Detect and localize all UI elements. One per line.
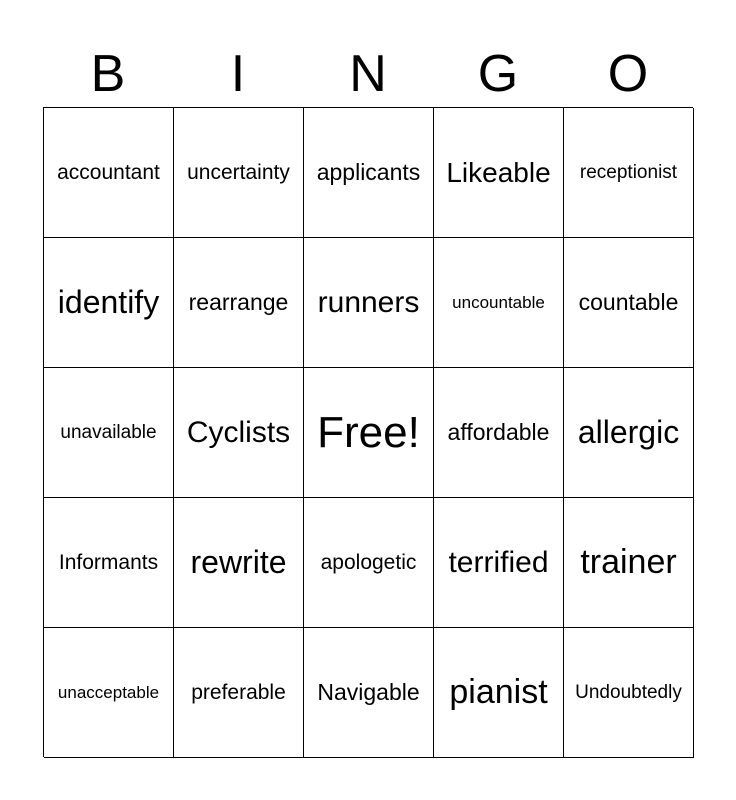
header-letter-n: N xyxy=(349,45,387,103)
bingo-cell[interactable]: affordable xyxy=(434,368,564,498)
free-space[interactable]: Free! xyxy=(304,368,434,498)
bingo-cell[interactable]: countable xyxy=(564,238,694,368)
bingo-cell[interactable]: runners xyxy=(304,238,434,368)
bingo-cell[interactable]: trainer xyxy=(564,498,694,628)
bingo-cell[interactable]: identify xyxy=(44,238,174,368)
bingo-cell[interactable]: terrified xyxy=(434,498,564,628)
bingo-cell[interactable]: Undoubtedly xyxy=(564,628,694,758)
bingo-cell[interactable]: applicants xyxy=(304,108,434,238)
bingo-cell[interactable]: pianist xyxy=(434,628,564,758)
header-letter-o: O xyxy=(607,45,649,103)
bingo-cell[interactable]: Cyclists xyxy=(174,368,304,498)
bingo-cell[interactable]: uncountable xyxy=(434,238,564,368)
bingo-cell[interactable]: unacceptable xyxy=(44,628,174,758)
bingo-cell[interactable]: Likeable xyxy=(434,108,564,238)
bingo-cell[interactable]: unavailable xyxy=(44,368,174,498)
bingo-cell[interactable]: apologetic xyxy=(304,498,434,628)
header-letter-i: I xyxy=(230,45,246,103)
bingo-cell[interactable]: receptionist xyxy=(564,108,694,238)
bingo-header xyxy=(43,40,693,108)
bingo-cell[interactable]: accountant xyxy=(44,108,174,238)
bingo-cell[interactable]: allergic xyxy=(564,368,694,498)
header-letter-b: B xyxy=(90,45,126,103)
bingo-cell[interactable]: Informants xyxy=(44,498,174,628)
bingo-board xyxy=(43,107,693,757)
bingo-cell[interactable]: rewrite xyxy=(174,498,304,628)
bingo-cell[interactable]: uncertainty xyxy=(174,108,304,238)
bingo-cell[interactable]: Navigable xyxy=(304,628,434,758)
bingo-cell[interactable]: preferable xyxy=(174,628,304,758)
header-letter-g: G xyxy=(477,45,519,103)
bingo-cell[interactable]: rearrange xyxy=(174,238,304,368)
